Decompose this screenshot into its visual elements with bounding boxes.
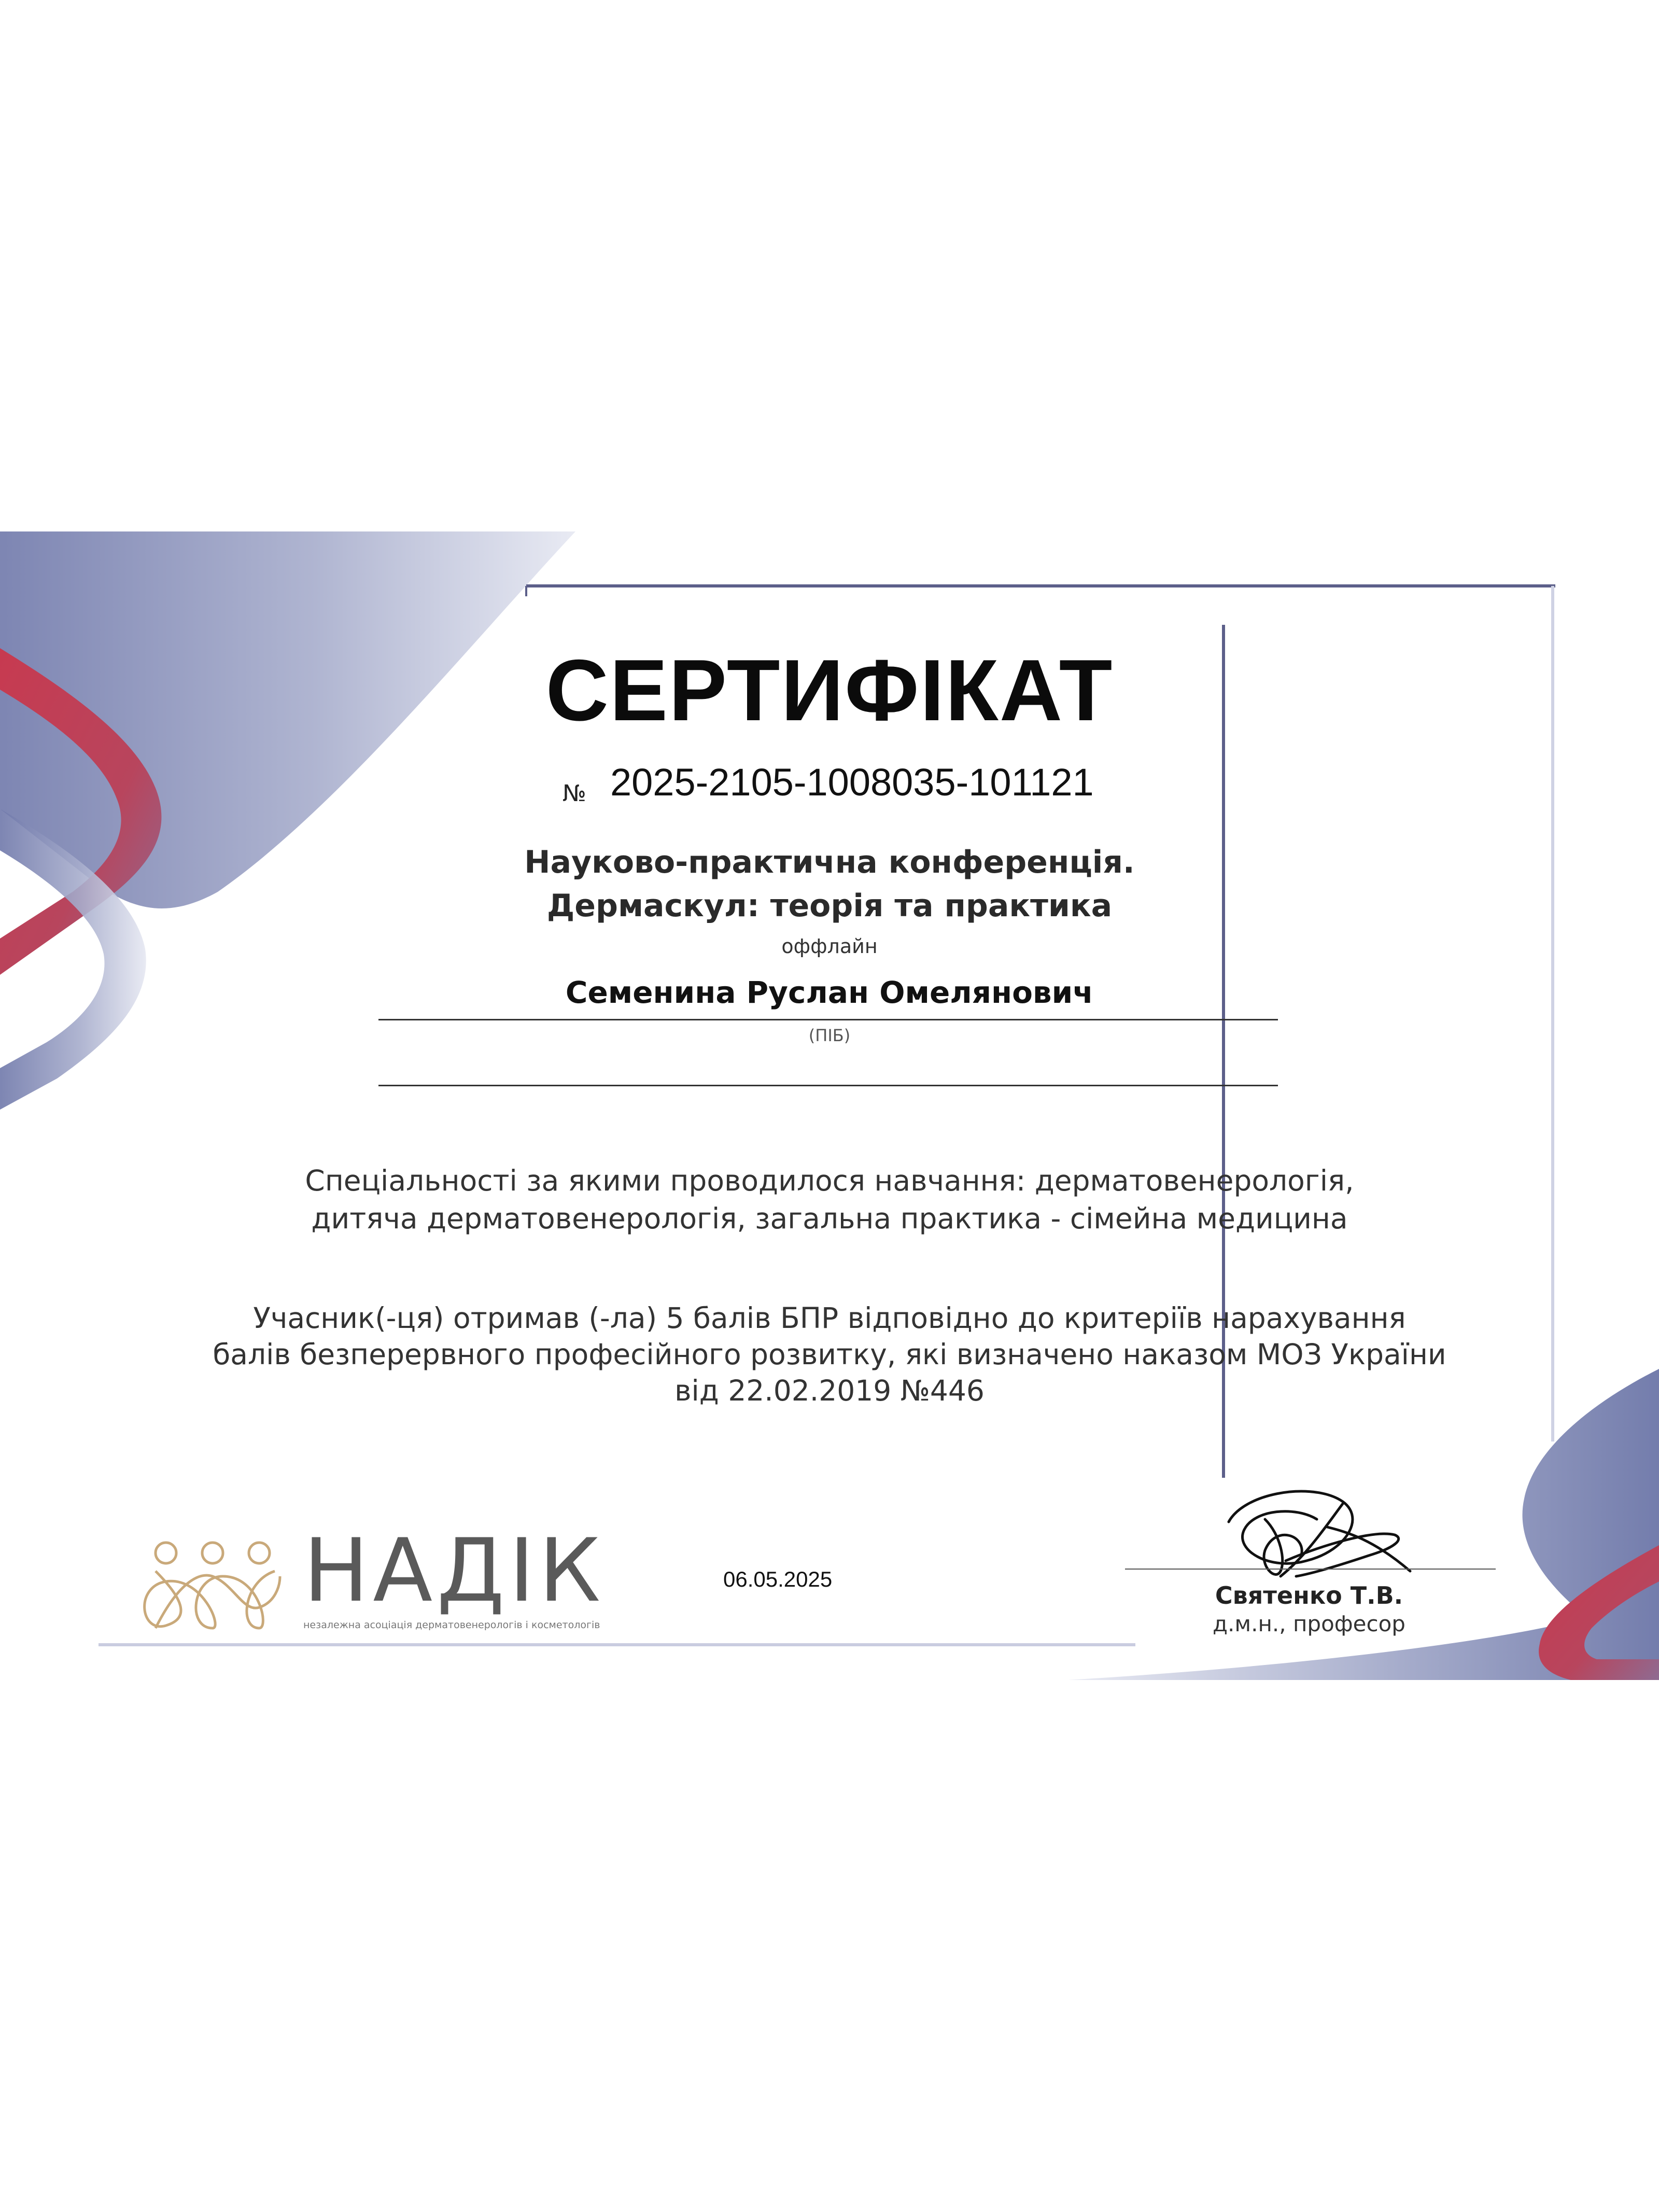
certificate-number: 2025-2105-1008035-101121 [610, 761, 1094, 804]
bpr-statement-line3: від 22.02.2019 №446 [674, 1374, 985, 1407]
certificate-title: СЕРТИФІКАТ [545, 641, 1114, 739]
specialties-line2: дитяча дерматовенерологія, загальна практика - сімейна медицина [311, 1202, 1348, 1235]
participant-name: Семенина Руслан Омелянович [565, 975, 1094, 1010]
event-format: оффлайн [781, 935, 878, 958]
corner-decoration-top-left [0, 531, 575, 1110]
bpr-statement-line2: балів безперервного професійного розвитку, які визначено наказом МОЗ України [213, 1338, 1446, 1371]
nadik-logo-mark [145, 1543, 280, 1628]
signature-line [1125, 1569, 1496, 1570]
certificate-number-sign: № [563, 780, 586, 807]
signer-title: д.м.н., професор [1213, 1611, 1405, 1636]
specialties-line1: Спеціальності за якими проводилося навчання: дерматовенерологія, [305, 1164, 1354, 1197]
bpr-statement-line1: Учасник(-ця) отримав (-ла) 5 балів БПР відповідно до критеріїв нарахування [253, 1301, 1406, 1335]
nadik-logo-subtitle: незалежна асоціація дерматовенерологів і косметологів [303, 1619, 600, 1631]
signer-name: Святенко Т.В. [1215, 1581, 1403, 1609]
issue-date: 06.05.2025 [723, 1567, 833, 1591]
signature-scribble [1229, 1491, 1410, 1576]
name-field-label: (ПІБ) [808, 1026, 851, 1045]
name-underline [378, 1019, 1278, 1020]
nadik-logo-text: НАДІК [303, 1520, 605, 1621]
second-underline [378, 1085, 1278, 1086]
event-title-line2: Дермаскул: теорія та практика [546, 888, 1113, 924]
event-title-line1: Науково-практична конференція. [524, 844, 1135, 880]
